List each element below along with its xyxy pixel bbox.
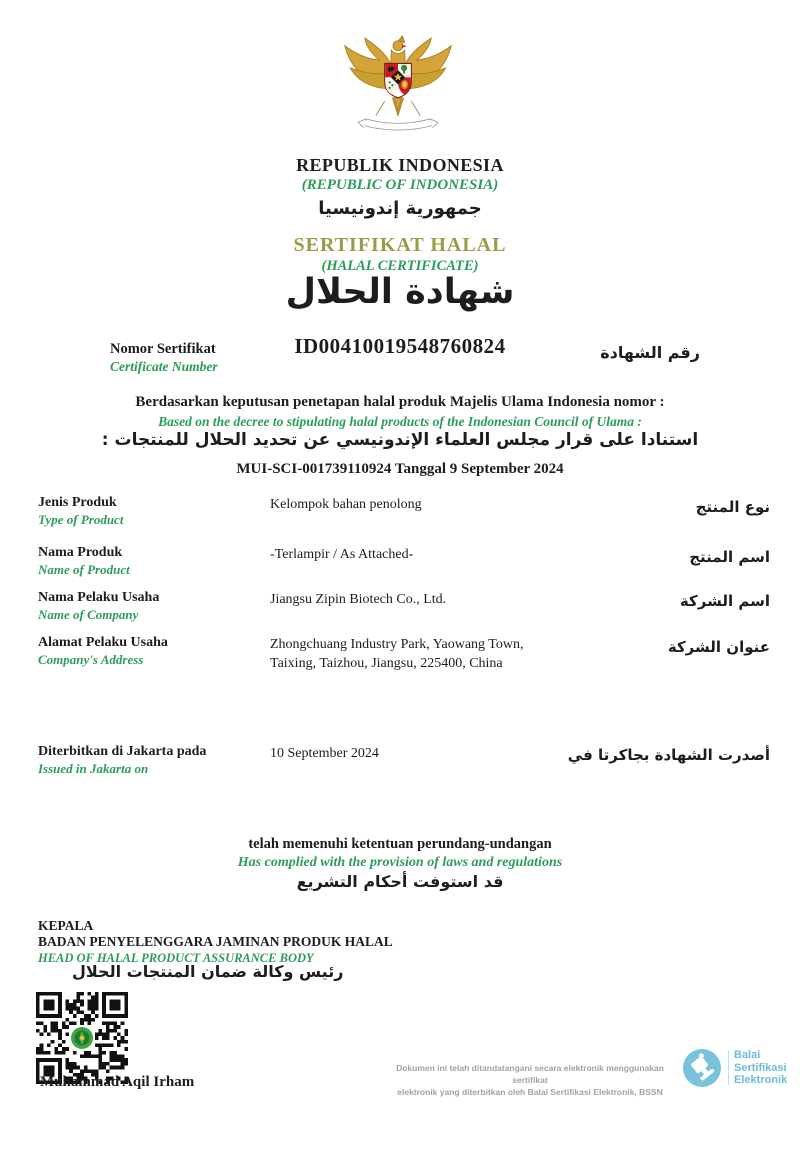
field-value-company-address: Zhongchuang Industry Park, Yaowang Town, Taixing, Taizhou, Jiangsu, 225400, China	[270, 637, 524, 671]
field-label-arabic-company-address: عنوان الشركة	[667, 638, 770, 656]
field-value-name-of-company: Jiangsu Zipin Biotech Co., Ltd.	[270, 592, 447, 607]
certificate-number-label: Nomor Sertifikat Certificate Number	[110, 341, 218, 374]
decree-statement: Berdasarkan keputusan penetapan halal produk Majelis Ulama Indonesia nomor :	[135, 394, 665, 410]
certificate-title-english: (HALAL CERTIFICATE)	[321, 258, 479, 274]
field-value-name-of-product: -Terlampir / As Attached-	[270, 547, 414, 562]
certificate-title: SERTIFIKAT HALAL	[293, 234, 507, 256]
field-label-company-address: Alamat Pelaku Usaha Company's Address	[38, 635, 168, 667]
certificate-number-value: ID00410019548760824	[294, 334, 506, 358]
certificate-number-label-english: Certificate Number	[110, 359, 218, 374]
certificate-title-arabic: شهادة الحلال	[285, 272, 515, 312]
compliance-statement: telah memenuhi ketentuan perundang-undangan	[248, 836, 552, 852]
field-label-name-of-company: Nama Pelaku Usaha Name of Company	[38, 590, 160, 622]
bse-logo-wordmark: Balai Sertifikasi Elektronik	[734, 1049, 788, 1086]
field-label-type-of-product: Jenis Produk Type of Product	[38, 495, 124, 527]
field-label-name-of-product: Nama Produk Name of Product	[38, 545, 130, 577]
country-name-english: (REPUBLIC OF INDONESIA)	[301, 177, 499, 193]
compliance-statement-english: Has complied with the provision of laws and regulations	[237, 855, 563, 870]
decree-number: MUI-SCI-001739110924 Tanggal 9 September 2024	[236, 461, 564, 477]
signatory-title-kepala: KEPALA	[38, 918, 94, 933]
certificate-number-label-arabic: رقم الشهادة	[600, 343, 700, 362]
signatory-title-arabic: رئيس وكالة ضمان المنتجات الحلال	[72, 962, 344, 981]
field-label-arabic-name-of-company: اسم الشركة	[679, 592, 770, 610]
field-label-arabic-type-of-product: نوع المنتج	[695, 498, 770, 516]
decree-statement-english: Based on the decree to stipulating halal products of the Indonesian Council of Ulama :	[158, 414, 642, 429]
field-label-issued-date: Diterbitkan di Jakarta pada Issued in Jakarta on	[38, 744, 207, 776]
bse-logo-divider	[728, 1051, 729, 1085]
signatory-title-block	[38, 918, 393, 966]
bse-stamp-icon	[682, 1048, 722, 1088]
halal-logo-icon	[70, 1026, 94, 1050]
electronic-signature-disclaimer: Dokumen ini telah ditandatangani secara elektronik menggunakan sertifikat elektronik yang diterbitkan oleh Balai Sertifikasi Elektronik, BSSN	[396, 1063, 664, 1097]
field-label-arabic-issued-date: أصدرت الشهادة بجاكرتا في	[567, 746, 770, 764]
country-name-arabic: جمهورية إندونيسيا	[318, 198, 482, 219]
garuda-pancasila-icon	[337, 26, 459, 142]
signatory-title-agency: BADAN PENYELENGGARA JAMINAN PRODUK HALAL	[38, 934, 393, 949]
signatory-title-english: HEAD OF HALAL PRODUCT ASSURANCE BODY	[38, 951, 314, 965]
compliance-statement-arabic: قد استوفت أحكام التشريع	[296, 872, 504, 891]
signatory-name: Muhammad Aqil Irham	[40, 1074, 195, 1090]
decree-statement-arabic: استنادا على قرار مجلس العلماء الإندونيسي عن تحديد الحلال للمنتجات :	[101, 430, 699, 450]
field-value-type-of-product: Kelompok bahan penolong	[270, 497, 422, 512]
field-label-arabic-name-of-product: اسم المنتج	[689, 548, 770, 566]
country-name: REPUBLIK INDONESIA	[296, 155, 504, 175]
field-value-issued-date: 10 September 2024	[270, 746, 379, 761]
